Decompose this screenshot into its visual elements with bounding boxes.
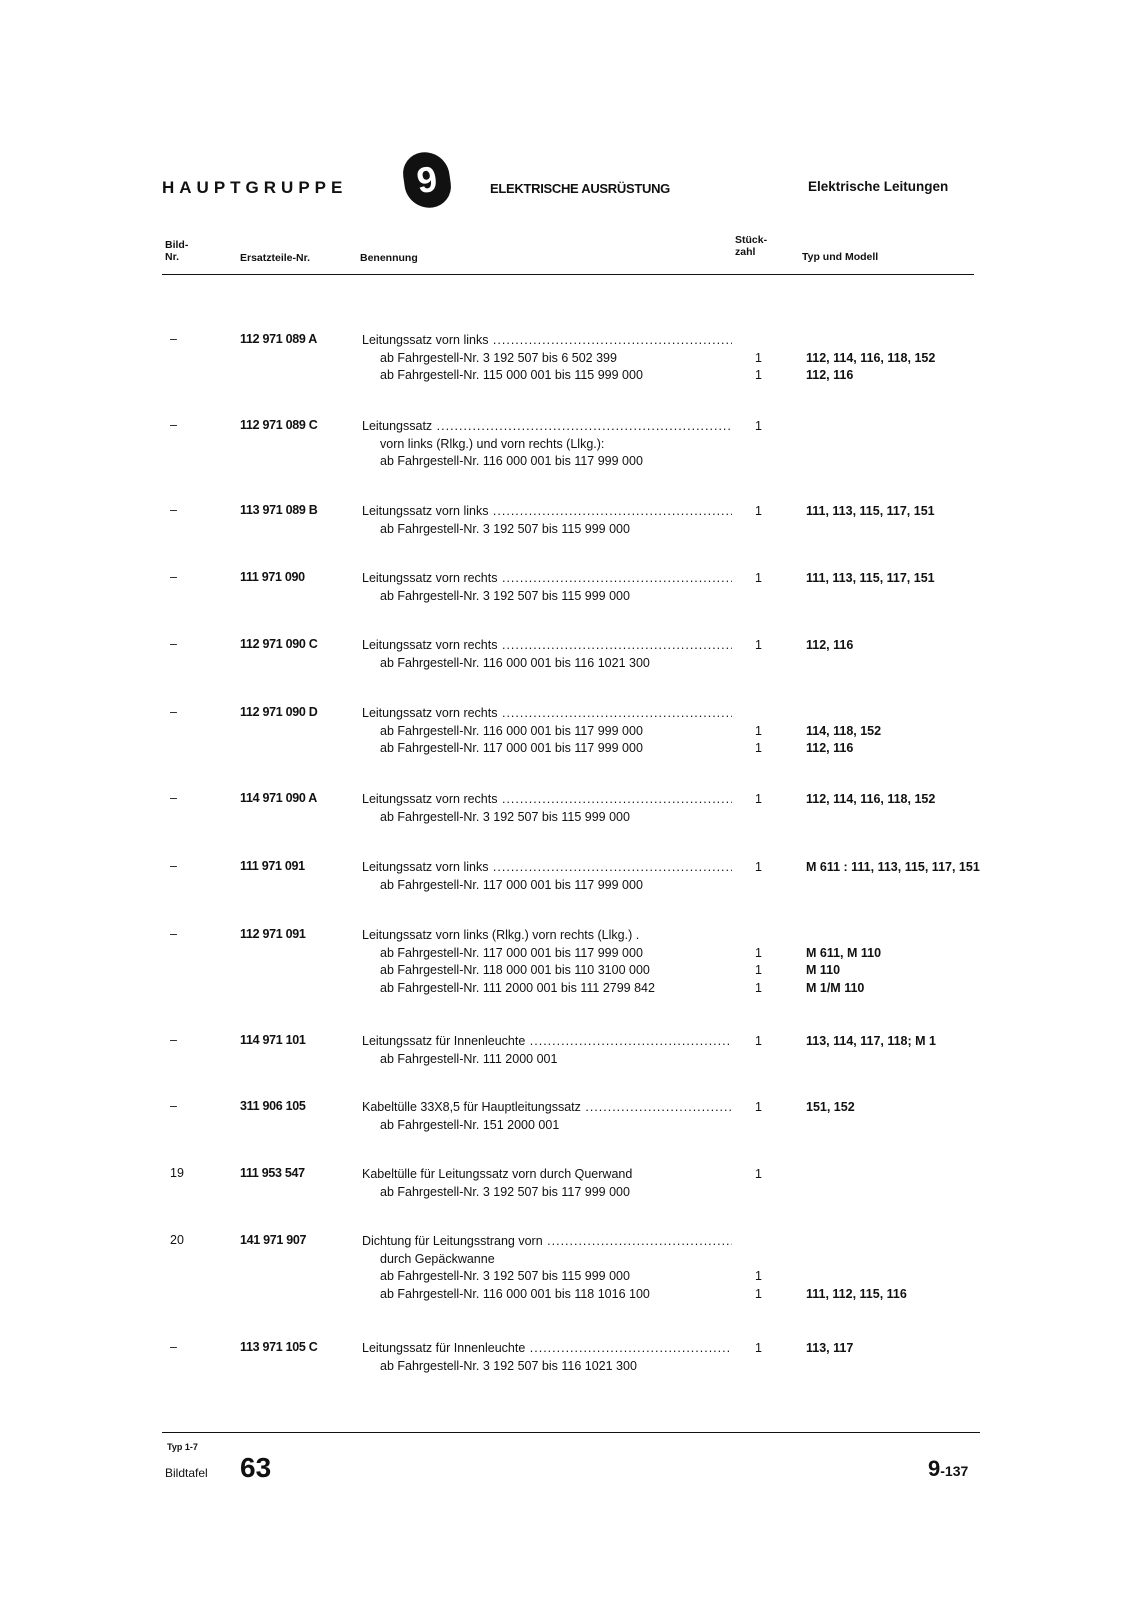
part-description: ab Fahrgestell-Nr. 116 000 001 bis 116 1021 300	[380, 655, 650, 670]
plate-number: 63	[240, 1452, 272, 1483]
entry-line	[0, 332, 1135, 349]
part-description: Leitungssatz vorn rechts .....	[362, 705, 732, 722]
part-description: ab Fahrgestell-Nr. 111 2000 001 bis 111 2799 842	[380, 980, 655, 995]
entry-line	[0, 418, 1135, 435]
quantity: 1	[755, 504, 762, 518]
part-number: 112 971 091	[240, 927, 306, 941]
entry-line	[0, 570, 1135, 587]
part-description: Leitungssatz vorn rechts .....	[362, 791, 732, 808]
entry-line	[0, 1166, 1135, 1183]
part-description: Leitungssatz vorn links .....	[362, 332, 732, 349]
type-model: 111, 113, 115, 117, 151	[806, 571, 935, 585]
part-description: ab Fahrgestell-Nr. 115 000 001 bis 115 999 000	[380, 368, 643, 382]
quantity: 1	[755, 1167, 762, 1181]
bild-nr: –	[170, 927, 177, 941]
bild-nr: –	[170, 637, 177, 651]
quantity: 1	[755, 792, 762, 806]
part-description: Leitungssatz vorn links .....	[362, 503, 732, 520]
entry-line	[0, 503, 1135, 520]
bild-nr: 20	[170, 1233, 184, 1247]
part-description: ab Fahrgestell-Nr. 3 192 507 bis 115 999 000	[380, 809, 630, 824]
type-model: 112, 116	[806, 368, 854, 382]
bild-nr: 19	[170, 1166, 184, 1180]
bild-nr: –	[170, 418, 177, 432]
entry-line	[0, 1233, 1135, 1250]
type-model: M 1/M 110	[806, 980, 865, 995]
part-number: 112 971 090 D	[240, 705, 318, 719]
header-rule	[162, 274, 974, 275]
type-model: M 611 : 111, 113, 115, 117, 151	[806, 860, 980, 874]
quantity: 1	[755, 571, 762, 585]
part-description: Leitungssatz vorn links .....	[362, 859, 732, 876]
part-description: ab Fahrgestell-Nr. 3 192 507 bis 115 999 000	[380, 588, 630, 603]
bild-nr: –	[170, 791, 177, 805]
quantity: 1	[755, 980, 762, 995]
subsection-title: Elektrische Leitungen	[808, 179, 949, 194]
entry-line	[0, 1358, 1135, 1375]
part-description: durch Gepäckwanne	[380, 1251, 495, 1266]
quantity: 1	[755, 723, 762, 738]
quantity: 1	[755, 1269, 762, 1283]
entry-line	[0, 705, 1135, 722]
part-number: 111 971 090	[240, 570, 305, 584]
part-description: Leitungssatz vorn links (Rlkg.) vorn rechts (Llkg.) .	[362, 928, 640, 942]
section-number-badge: 9	[400, 149, 453, 211]
part-description: ab Fahrgestell-Nr. 116 000 001 bis 117 999 000	[380, 723, 643, 738]
quantity: 1	[755, 350, 762, 365]
entry-line	[0, 1051, 1135, 1068]
bild-nr: –	[170, 332, 177, 346]
entry-line	[0, 1184, 1135, 1201]
footer-rule	[162, 1432, 980, 1433]
entry-line	[0, 436, 1135, 453]
part-description: Leitungssatz für Innenleuchte .....	[362, 1033, 732, 1050]
col-header-benennung: Benennung	[360, 252, 418, 264]
entry-line	[0, 723, 1135, 740]
part-number: 111 953 547	[240, 1166, 305, 1180]
entry-line	[0, 877, 1135, 894]
type-model: 113, 117	[806, 1341, 854, 1355]
entry-line	[0, 1268, 1135, 1285]
part-description: ab Fahrgestell-Nr. 117 000 001 bis 117 999 000	[380, 877, 643, 892]
entry-line	[0, 1286, 1135, 1303]
page-number	[928, 1456, 968, 1482]
part-description: Kabeltülle für Leitungssatz vorn durch Querwand	[362, 1167, 633, 1181]
entry-line	[0, 350, 1135, 367]
part-number: 112 971 089 A	[240, 332, 317, 346]
entry-line	[0, 945, 1135, 962]
quantity: 1	[755, 741, 762, 755]
type-model: 111, 112, 115, 116	[806, 1286, 907, 1301]
bild-nr: –	[170, 1099, 177, 1113]
entry-line	[0, 809, 1135, 826]
bild-nr: –	[170, 570, 177, 584]
footer-type: Typ 1-7	[167, 1442, 198, 1452]
part-description: ab Fahrgestell-Nr. 117 000 001 bis 117 999 000	[380, 741, 643, 755]
bild-nr: –	[170, 1340, 177, 1354]
part-description: ab Fahrgestell-Nr. 3 192 507 bis 115 999 000	[380, 521, 630, 536]
entry-line	[0, 588, 1135, 605]
part-number: 311 906 105	[240, 1099, 306, 1113]
type-model: 112, 114, 116, 118, 152	[806, 350, 936, 365]
entry-line	[0, 655, 1135, 672]
entry-line	[0, 927, 1135, 944]
entry-line	[0, 1117, 1135, 1134]
part-description: ab Fahrgestell-Nr. 116 000 001 bis 118 1016 100	[380, 1286, 650, 1301]
part-description: Leitungssatz vorn rechts .....	[362, 570, 732, 587]
part-description: ab Fahrgestell-Nr. 3 192 507 bis 115 999 000	[380, 1269, 630, 1283]
bild-nr: –	[170, 859, 177, 873]
footer-label: Bildtafel	[165, 1466, 208, 1480]
type-model: 151, 152	[806, 1100, 855, 1114]
type-model: 113, 114, 117, 118; M 1	[806, 1034, 936, 1048]
entry-line	[0, 740, 1135, 757]
quantity: 1	[755, 945, 762, 960]
part-number: 112 971 090 C	[240, 637, 318, 651]
part-description: ab Fahrgestell-Nr. 118 000 001 bis 110 3100 000	[380, 963, 650, 977]
col-header-bild: Bild- Nr.	[165, 239, 189, 263]
entry-line	[0, 1251, 1135, 1268]
entry-line	[0, 367, 1135, 384]
type-model: 112, 114, 116, 118, 152	[806, 792, 936, 806]
entry-line	[0, 1340, 1135, 1357]
part-description: ab Fahrgestell-Nr. 111 2000 001	[380, 1051, 558, 1066]
part-description: Leitungssatz .....	[362, 418, 732, 435]
part-description: vorn links (Rlkg.) und vorn rechts (Llkg.):	[380, 436, 605, 451]
col-header-stueck: Stück- zahl	[735, 234, 768, 258]
part-description: ab Fahrgestell-Nr. 3 192 507 bis 6 502 399	[380, 350, 617, 365]
part-description: ab Fahrgestell-Nr. 117 000 001 bis 117 999 000	[380, 945, 643, 960]
bild-nr: –	[170, 1033, 177, 1047]
part-description: ab Fahrgestell-Nr. 3 192 507 bis 116 1021 300	[380, 1358, 637, 1373]
part-description: ab Fahrgestell-Nr. 3 192 507 bis 117 999 000	[380, 1184, 630, 1199]
entry-line	[0, 1033, 1135, 1050]
bild-nr: –	[170, 503, 177, 517]
entry-line	[0, 791, 1135, 808]
entry-line	[0, 637, 1135, 654]
part-description: ab Fahrgestell-Nr. 151 2000 001	[380, 1117, 560, 1132]
part-number: 113 971 089 B	[240, 503, 318, 517]
quantity: 1	[755, 419, 762, 433]
section-title: ELEKTRISCHE AUSRÜSTUNG	[490, 181, 670, 196]
type-model: M 611, M 110	[806, 945, 882, 960]
page-number-sub: -137	[940, 1463, 969, 1479]
part-number: 112 971 089 C	[240, 418, 318, 432]
entry-line	[0, 521, 1135, 538]
type-model: 111, 113, 115, 117, 151	[806, 504, 935, 518]
part-number: 111 971 091	[240, 859, 305, 873]
entry-line	[0, 1099, 1135, 1116]
entry-line	[0, 962, 1135, 979]
entry-line	[0, 453, 1135, 470]
section-group-label: HAUPTGRUPPE	[162, 178, 348, 197]
type-model: 112, 116	[806, 741, 854, 755]
part-description: Dichtung für Leitungsstrang vorn .....	[362, 1233, 732, 1250]
part-number: 113 971 105 C	[240, 1340, 318, 1354]
part-number: 141 971 907	[240, 1233, 307, 1247]
type-model: 112, 116	[806, 638, 854, 652]
entry-line	[0, 980, 1135, 997]
part-number: 114 971 101	[240, 1033, 306, 1047]
type-model: 114, 118, 152	[806, 723, 882, 738]
quantity: 1	[755, 638, 762, 652]
quantity: 1	[755, 1100, 762, 1114]
part-description: Leitungssatz für Innenleuchte .....	[362, 1340, 732, 1357]
part-number: 114 971 090 A	[240, 791, 317, 805]
col-header-typ: Typ und Modell	[802, 251, 879, 263]
quantity: 1	[755, 860, 762, 874]
part-description: Kabeltülle 33X8,5 für Hauptleitungssatz .....	[362, 1099, 732, 1116]
page-number-main: 9	[928, 1456, 941, 1481]
part-description: ab Fahrgestell-Nr. 116 000 001 bis 117 999 000	[380, 454, 643, 468]
quantity: 1	[755, 1286, 762, 1301]
bild-nr: –	[170, 705, 177, 719]
entry-line	[0, 859, 1135, 876]
type-model: M 110	[806, 963, 841, 977]
quantity: 1	[755, 963, 762, 977]
col-header-ersatzteil: Ersatzteile-Nr.	[240, 252, 311, 264]
part-description: Leitungssatz vorn rechts .....	[362, 637, 732, 654]
quantity: 1	[755, 1034, 762, 1048]
quantity: 1	[755, 368, 762, 382]
quantity: 1	[755, 1341, 762, 1355]
